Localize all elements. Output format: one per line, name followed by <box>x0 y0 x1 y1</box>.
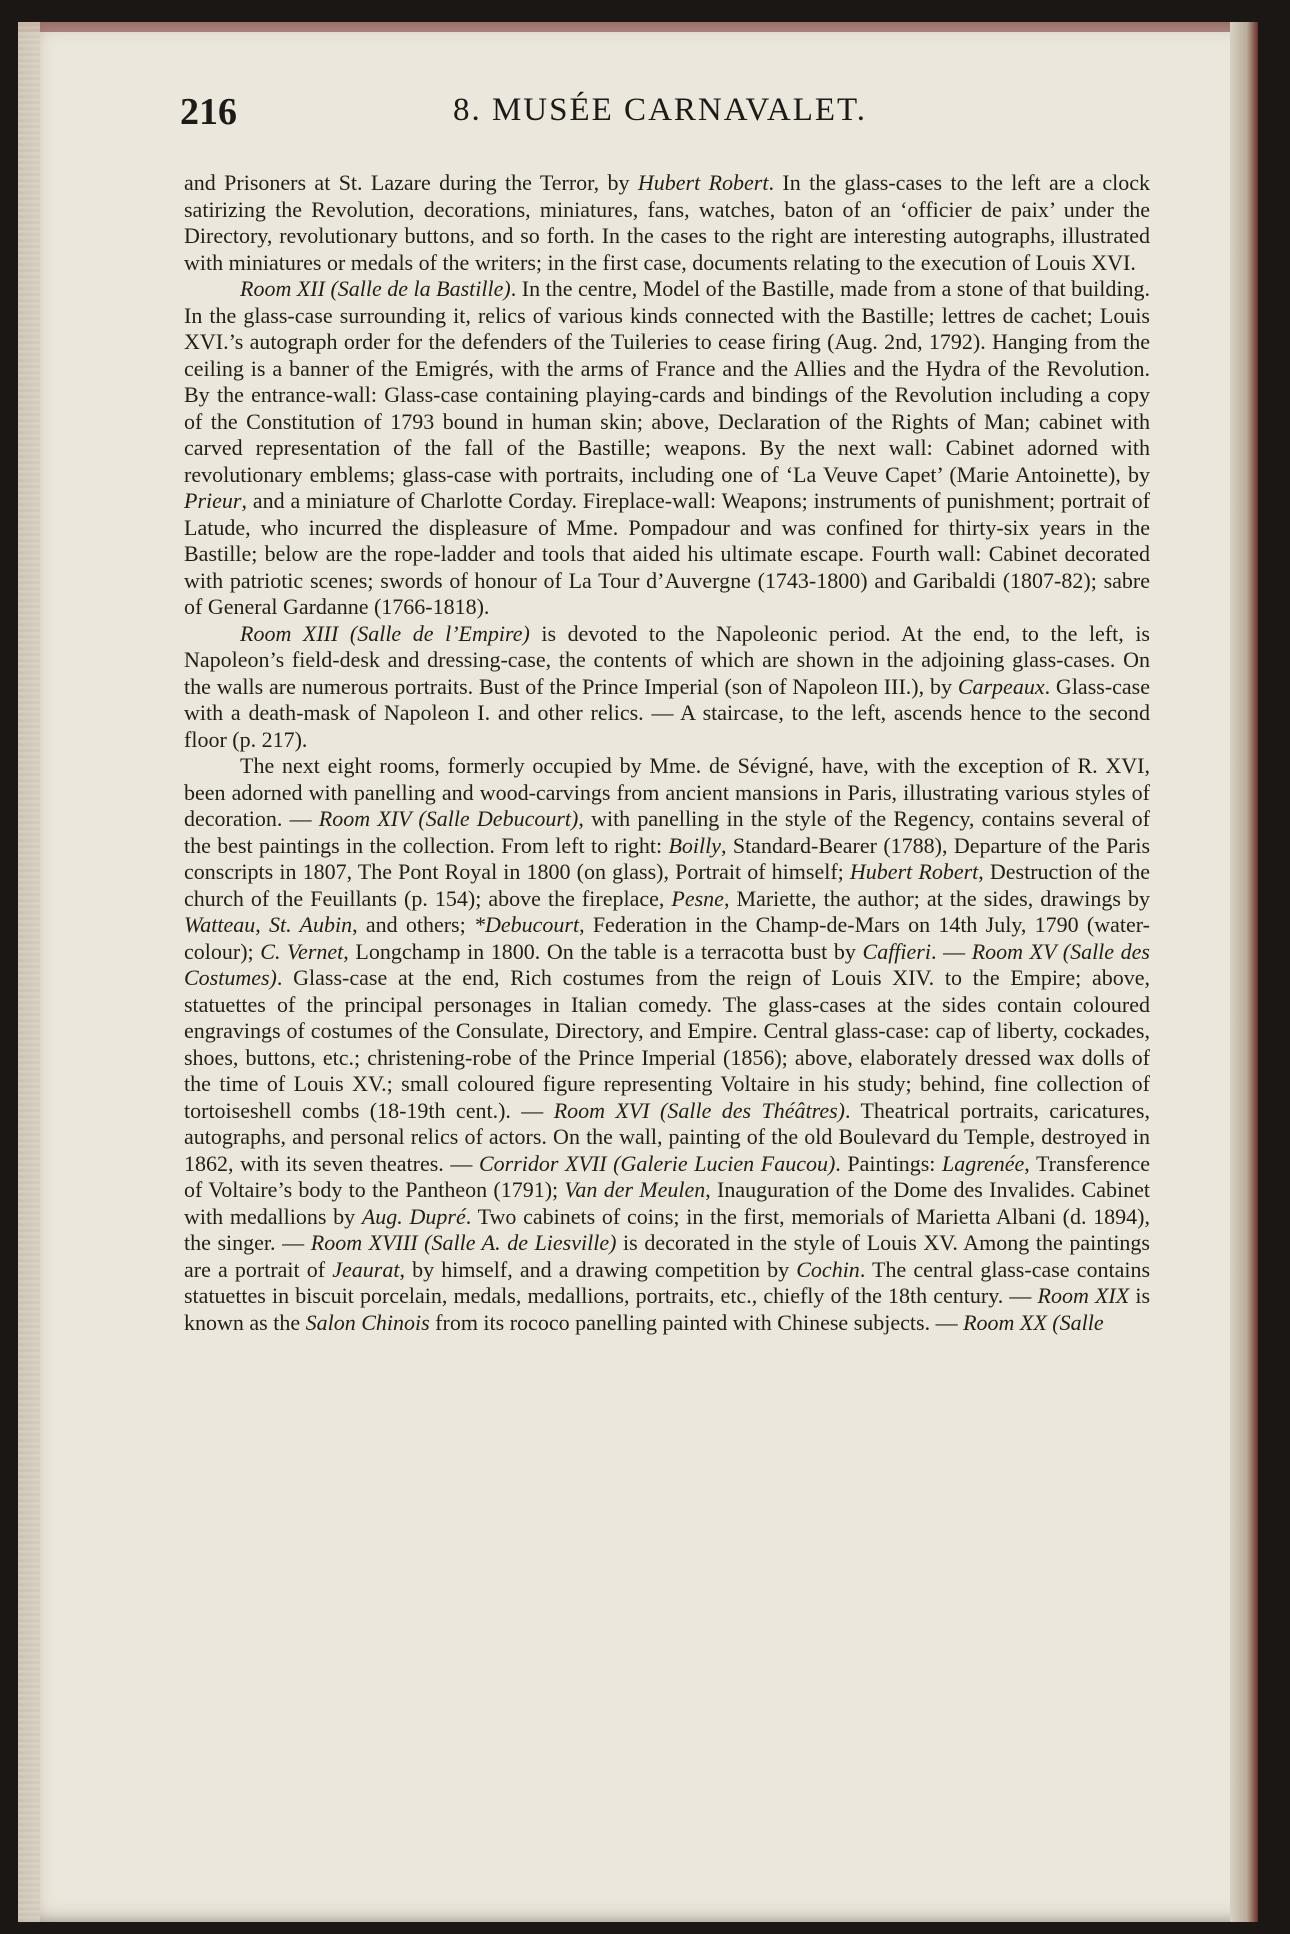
book-page <box>18 22 1258 1922</box>
italic-text: Lagrenée <box>941 1150 1025 1176</box>
text-run: . Glass-case at the end, Rich costumes from the reign of Louis XIV. to the Empire; above, statuettes of the principal personages in Italian comedy. The glass-cases at the sides contain coloured engravings of costumes of the Consulate, Directory, and Empire. Central glass-case: cap of liberty, cockades, shoes, buttons, etc.; christening-robe of the Prince Imperial (1856); above, elaborately dressed wax dolls of the time of Louis XV.; small coloured figure representing Voltaire in his study; behind, fine collection of tortoiseshell combs (18-19th cent.). — <box>184 965 1150 1123</box>
text-run: is decorated in the style of Louis XV. Among the paintings are a portrait of <box>184 1230 1150 1282</box>
text-run: . Two cabinets of coins; in the first, memorials of Marietta Albani (d. 1894), the singer. — <box>184 1203 1151 1255</box>
italic-text: Jeaurat <box>332 1256 400 1282</box>
italic-text: Boilly <box>668 832 721 858</box>
page-number: 216 <box>180 91 237 133</box>
paragraph <box>184 276 1150 621</box>
paragraph <box>184 753 1150 1336</box>
text-run: . Paintings: <box>835 1150 942 1176</box>
italic-text: Caffieri <box>862 938 931 964</box>
text-run: . The central glass-case contains statuettes in biscuit porcelain, medals, medallions, portraits, etc., chiefly of the 18th century. — <box>184 1256 1151 1308</box>
text-run: , Inauguration of the Dome des Invalides. Cabinet with medallions by <box>184 1177 1150 1229</box>
text-run: , and others; <box>352 912 474 937</box>
italic-text: Aug. Dupré <box>361 1203 466 1229</box>
text-run: . In the glass-cases to the left are a clock satirizing the Revolution, decorations, miniatures, fans, watches, baton of an ‘officier de paix’ under the Directory, revolutionary buttons, and so forth. In the cases to the right are interesting autographs, illustrated with miniatures or medals of the writers; in the first case, documents relating to the execution of Louis XVI. <box>184 170 1150 275</box>
italic-text: Carpeaux <box>957 673 1045 699</box>
italic-text: Room XII (Salle de la Bastille) <box>240 276 511 301</box>
italic-text: Corridor XVII (Galerie Lucien Faucou) <box>478 1150 836 1176</box>
text-run: and Prisoners at St. Lazare during the Terror, by <box>184 170 638 195</box>
text-run: is devoted to the Napoleonic period. At the end, to the left, is Napoleon’s field-desk and dressing-case, the contents of which are shown in the adjoining glass-cases. On the walls are numerous portraits. Bust of the Prince Imperial (son of Napoleon III.), by <box>184 620 1150 699</box>
text-run: . Theatrical portraits, caricatures, autographs, and personal relics of actors. On the wall, painting of the old Boulevard du Temple, destroyed in 1862, with its seven theatres. — <box>184 1097 1150 1176</box>
text-run: , Standard-Bearer (1788), Departure of the Paris conscripts in 1807, The Pont Royal in 1800 (on glass), Portrait of himself; <box>184 832 1151 884</box>
text-run: , by himself, and a drawing competition by <box>399 1256 797 1282</box>
text-run: . In the centre, Model of the Bastille, made from a stone of that building. In the glass-case surrounding it, relics of various kinds connected with the Bastille; lettres de cachet; Louis XVI.’s autograph order for the defenders of the Tuileries to cease firing (Aug. 2nd, 1792). Hanging from the ceiling is a banner of the Emigrés, with the arms of France and the Allies and the Hydra of the Revolution. By the entrance-wall: Glass-case containing playing-cards and bindings of the Revolution including a copy of the Constitution of 1793 bound in human skin; above, Declaration of the Rights of Man; cabinet with carved representation of the fall of the Bastille; weapons. By the next wall: Cabinet adorned with revolutionary emblems; glass-case with portraits, including one of ‘La Veuve Capet’ (Marie Antoinette), by <box>184 276 1150 487</box>
text-run: , Mariette, the author; at the sides, drawings by <box>723 885 1150 911</box>
page-fore-edge <box>1230 22 1258 1922</box>
italic-text: St. Aubin <box>269 912 353 937</box>
italic-text: Hubert Robert <box>637 170 769 195</box>
italic-text: Prieur <box>184 488 242 513</box>
paragraph <box>184 621 1150 754</box>
page-header <box>180 80 1080 150</box>
text-run: , with panelling in the style of the Regency, contains several of the best paintings in the collection. From left to right: <box>184 806 1150 858</box>
italic-text: Cochin <box>796 1256 860 1282</box>
italic-text: *Debucourt <box>473 912 580 937</box>
text-run: is known as the <box>184 1283 1151 1335</box>
italic-text: Salon Chinois <box>305 1309 430 1335</box>
italic-text: Room XIX <box>1037 1283 1130 1308</box>
text-run: , Longchamp in 1800. On the table is a terracotta bust by <box>343 938 863 964</box>
text-run: , and a miniature of Charlotte Corday. Fireplace-wall: Weapons; instruments of punishment; portrait of Latude, who incurred the displeasure of Mme. Pompadour and was confined for thirty-six years in the Bastille; below are the rope-ladder and tools that aided his ultimate escape. Fourth wall: Cabinet decorated with patriotic scenes; swords of honour of La Tour d’Auvergne (1743-1800) and Garibaldi (1807-82); sabre of General Gardanne (1766-1818). <box>184 488 1150 619</box>
page-binding-edge <box>18 22 40 1922</box>
italic-text: Room XVIII (Salle A. de Liesville) <box>310 1230 617 1255</box>
italic-text: Van der Meulen <box>564 1177 706 1202</box>
italic-text: Room XVI (Salle des Théâtres) <box>553 1097 845 1123</box>
paragraph <box>184 170 1150 276</box>
text-run: . Glass-case with a death-mask of Napoleon I. and other relics. — A staircase, to the left, ascends hence to the second floor (p. 217). <box>184 673 1150 752</box>
italic-text: Hubert Robert <box>849 859 979 884</box>
text-run: , Federation in the Champ-de-Mars on 14th July, 1790 (water-colour); <box>184 912 1150 964</box>
text-run: . — <box>930 938 972 964</box>
text-run: , Destruction of the church of the Feuillants (p. 154); above the fireplace, <box>184 859 1151 911</box>
italic-text: Pesne <box>671 885 724 911</box>
italic-text: Room XIII (Salle de l’Empire) <box>240 620 530 646</box>
page-top-edge <box>18 22 1258 32</box>
text-run: , Transference of Voltaire’s body to the Pantheon (1791); <box>184 1150 1150 1202</box>
italic-text: Room XV (Salle des Costumes) <box>184 938 1150 990</box>
italic-text: C. Vernet <box>260 938 344 964</box>
body-text <box>184 170 1150 1336</box>
text-run: from its rococo panelling painted with Chinese subjects. — <box>429 1309 964 1335</box>
text-run: The next eight rooms, formerly occupied by Mme. de Sévigné, have, with the exception of R. XVI, been adorned with panelling and wood-carvings from ancient mansions in Paris, illustrating various styles of decoration. — <box>184 753 1150 831</box>
italic-text: Room XX (Salle <box>963 1309 1104 1335</box>
running-head: 8. MUSÉE CARNAVALET. <box>452 92 868 128</box>
italic-text: Watteau <box>184 912 256 937</box>
text-run: , <box>255 912 270 937</box>
italic-text: Room XIV (Salle Debucourt) <box>318 806 579 831</box>
